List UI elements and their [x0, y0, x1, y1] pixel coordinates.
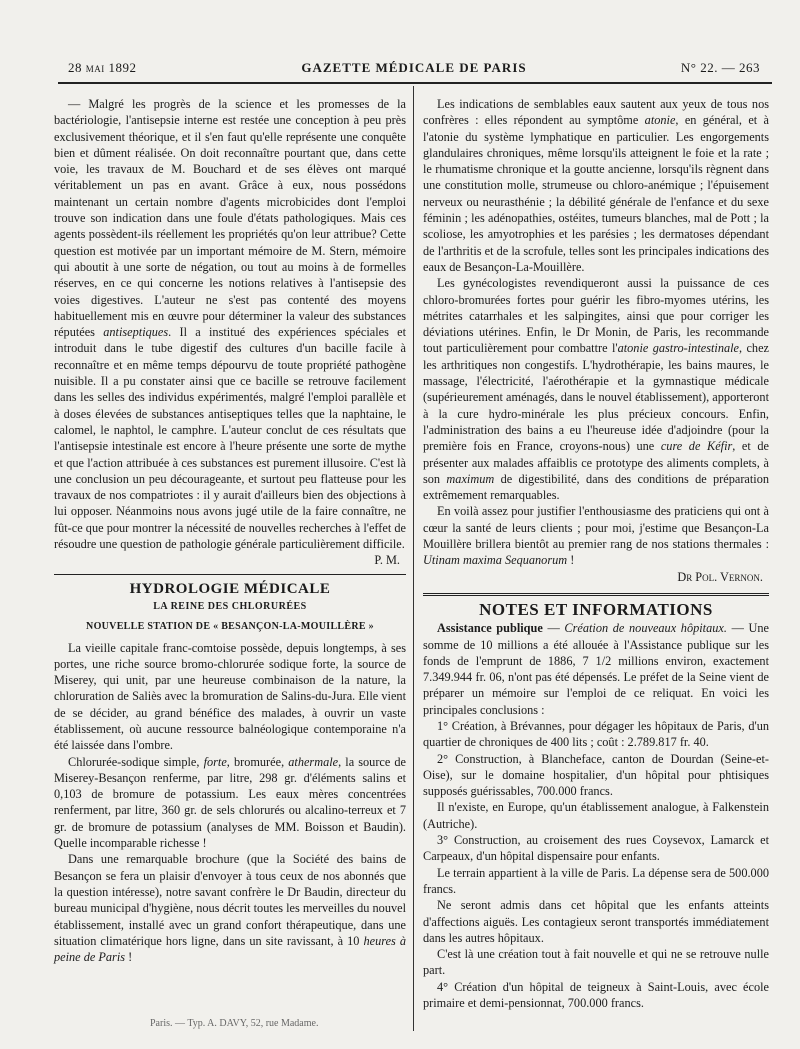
section-title-notes: NOTES ET INFORMATIONS — [479, 599, 713, 619]
section-rule — [54, 574, 406, 575]
issue-number: N° 22. — 263 — [680, 60, 760, 75]
note-item-3: 3° Construction, au croisement des rues Coysevox, Lamarck et Carpeaux, d'un hôpital dispensaire pour enfants. — [423, 833, 769, 864]
signature-pm: P. M. — [374, 553, 400, 568]
note-item-3c: Ne seront admis dans cet hôpital que les enfants atteints d'affections aiguës. Les contagieux seront transportés immédiatement dans les autres hôpitaux. — [423, 898, 769, 945]
page-header — [68, 60, 760, 80]
section-title-hydrologie: HYDROLOGIE MÉDICALE — [129, 580, 331, 597]
antisepsis-paragraph: — Malgré les progrès de la science et les promesses de la bactériologie, l'antisepsie interne est restée une conception à peu près exclusivement théorique, et il s'en faut qu'elle représente une conquête bien et dûment réalisée. On doit reconnaître pourtant que, dans cette voie, les travaux de M. Bouchard et de ses élèves ont marqué véritablement un pas en avant. Grâce à eux, nous possédons maintenant un certain nombre d'agents microbicides dont l'emploi trouve son indication dans une foule d'états pathologiques. Mais ces agents possèdent-ils réellement les propriétés qu'on leur attribue? Cette question est motivée par un important mémoire de M. Stern, mémoire qui aboutit à une sorte de négation, ou tout au moins à de formelles réserves, en ce qui concerne les notions relatives à l'antisepsie des voies digestives. L'auteur ne s'est pas contenté des moyens habituellement mis en œuvre pour déterminer la valeur des substances réputées antiseptiques. Il a institué des expériences spéciales et introduit dans le tube digestif des cultures d'un bacille facile à reconnaître et en même temps dépourvu de toute propriété pathogène nuisible. Il a pu constater ainsi que ce bacille se retrouve facilement dans les selles des individus expérimentés, malgré l'emploi parallèle et à doses élevées de substances antiseptiques telles que la naphtaine, le calomel, le naphtol, le camphre. L'auteur conclut de ces résultats que l'antisepsie intestinale est encore à l'heure présente une sorte de mythe et que l'action attribuée à ces substances est purement illusoire. C'est là une conclusion un peu décourageante, et surtout peu flatteuse pour les travaux de nos compatriotes : il y aurait d'ailleurs bien des objections à lui opposer. Néanmoins nous avons jugé utile de la faire connaître, ne fût-ce que pour montrer la nécessité de nouvelles recherches à l'effet de résoudre une question de pathologie générale particulièrement difficile. — [54, 97, 407, 552]
note-item-3d: C'est là une création tout à fait nouvelle et qui ne se retrouve nulle part. — [423, 947, 769, 978]
signature-vernon: Dr Pol. Vernon. — [677, 569, 763, 584]
section-subtitle-station: NOUVELLE STATION DE « BESANÇON-LA-MOUILLÈRE » — [86, 621, 374, 633]
column-divider — [413, 86, 414, 1031]
section-rule-notes — [423, 593, 769, 596]
besancon-paragraph-1: La vieille capitale franc-comtoise possède, depuis longtemps, à ses portes, une riche source bromo-chlorurée sodique forte, la source de Miserey, qui unit, par une heureuse combinaison de la nature, la chloruration de Saliès avec la bromuration de Salins-du-Jura. Elle vient de se décider, au grand bénéfice des malades, à ouvrir un vaste établissement, où aucune ressource balnéologique contemporaine n'a été laissée dans l'ombre. — [54, 640, 406, 753]
header-rule — [58, 82, 772, 84]
printer-footer: Paris. — Typ. A. DAVY, 52, rue Madame. — [150, 1018, 319, 1029]
right-column — [423, 96, 769, 1011]
note-item-3b: Le terrain appartient à la ville de Paris. La dépense sera de 500.000 francs. — [423, 865, 769, 896]
gynecology-paragraph: Les gynécologistes revendiqueront aussi la puissance de ces chloro-bromurées fortes pour guérir les fibro-myomes utérins, les métrites catarrhales et les salpingites, ainsi que pour corriger les déviations utérines. Enfin, le Dr Monin, de Paris, les recommande tout particulièrement pour combattre l'atonie gastro-intestinale, chez les arthritiques non congestifs. L'hydrothérapie, les bains maures, le massage, l'électricité, l'aérothérapie et la gymnastique médicale (supérieurement aménagés, dans le nouvel établissement), apporteront à la cure hydro-minérale les plus précieux concours. Enfin, l'administration des bains a eu l'heureuse idée d'adjoindre (pour la première fois en France, croyons-nous) une cure de Kéfir, et de présenter aux malades affaiblis ce prototype des aliments complets, à son maximum de digestibilité, dans des conditions de préparation extrêmement remarquables. — [423, 276, 769, 503]
conclusion-paragraph: En voilà assez pour justifier l'enthousiasme des praticiens qui ont à cœur la santé de leurs clients ; pour moi, j'estime que Besançon-La Mouillère brillera bientôt au premier rang de nos stations thermales : Utinam maxima Sequanorum ! — [423, 504, 769, 568]
note-item-2: 2° Construction, à Blancheface, canton de Dourdan (Seine-et-Oise), sur le domaine hospitalier, d'un hôpital pour phtisiques supposés guérissables, 700.000 francs. — [423, 751, 769, 799]
section-subtitle: LA REINE DES CHLORURÉES — [153, 600, 307, 612]
note-item-1: 1° Création, à Brévannes, pour dégager les hôpitaux de Paris, d'un quartier de chroniques de 400 lits ; coût : 2.789.817 fr. 40. — [423, 718, 769, 750]
note-item-4: 4° Création d'un hôpital de teigneux à Saint-Louis, avec école primaire et demi-pensionnat, 700.000 francs. — [423, 979, 769, 1011]
besancon-paragraph-3: Dans une remarquable brochure (que la Société des bains de Besançon se fera un plaisir d'envoyer à tous ceux de nos abonnés que la question intéresse), notre savant confrère le Dr Baudin, directeur du bureau municipal d'hygiène, nous décrit toutes les merveilles du nouvel établissement, installé avec un grand confort thérapeutique, dans une situation climatérique hors ligne, dans un site ravissant, à 10 heures à peine de Paris ! — [54, 852, 406, 965]
journal-title: GAZETTE MÉDICALE DE PARIS — [301, 60, 527, 75]
issue-date: 28 mai 1892 — [68, 60, 137, 75]
note-item-2b: Il n'existe, en Europe, qu'un établissement analogue, à Falkenstein (Autriche). — [423, 800, 769, 831]
besancon-paragraph-2: Chlorurée-sodique simple, forte, bromurée, athermale, la source de Miserey-Besançon renferme, par litre, 298 gr. d'éléments salins et 0,103 de bromure de potassium. Les eaux mères concentrées renferment, par litre, 360 gr. de sels chlorurés ou alcalino-terreux et 7 gr. de bromure de potassium (analyses de MM. Boisson et Baudin). Quelle incomparable richesse ! — [54, 754, 407, 851]
note-assistance: Assistance publique — Création de nouveaux hôpitaux. — Une somme de 10 millions a été allouée à l'Assistance publique sur les fonds de l'emprunt de 1886, 7 1/2 millions environ, exactement 7.349.944 fr. 06, n'ont pas été dépensés. Le préfet de la Seine vient de préparer un mémoire sur l'emploi de ce reliquat. En voici les principales conclusions : — [423, 621, 770, 717]
indications-paragraph: Les indications de semblables eaux sautent aux yeux de tous nos confrères : elles répondent au symptôme atonie, en général, et à l'atonie du système lymphatique en particulier. Les engorgements glandulaires chroniques, même lorsqu'ils atteignent le foie et la rate ; le rhumatisme chronique et la goutte ancienne, lorsqu'ils règnent dans une constitution molle, strumeuse ou chloro-anémique ; l'épuisement nerveux ou neurasthénie ; la débilité générale de l'enfance et du sexe féminin ; les adénopathies, ostéites, tumeurs blanches, mal de Pott ; la scoliose, les amyotrophies et les parésies ; les dermatoses dépendant de l'arthritis et de la scrofule, telles sont les principales indications des eaux de Besançon-La-Mouillère. — [423, 97, 769, 274]
left-column — [54, 96, 406, 965]
